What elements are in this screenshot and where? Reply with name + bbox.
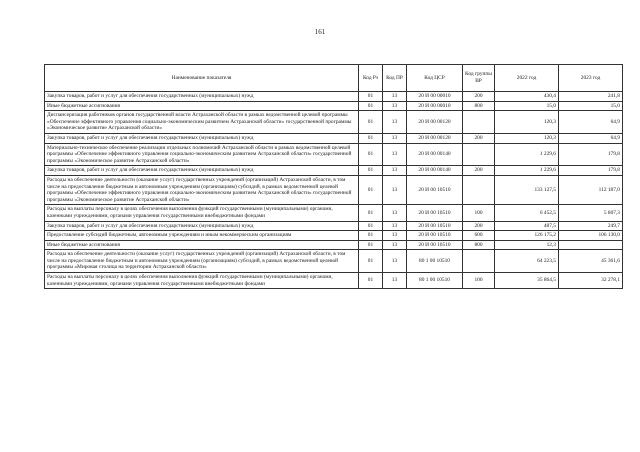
cell-csr: 20 И 00 10510: [407, 231, 463, 241]
cell-rz: 01: [359, 92, 383, 102]
cell-2022: 6 452,5: [495, 205, 559, 221]
cell-vr: 100: [463, 273, 495, 289]
table-row: [45, 221, 623, 231]
cell-rz: 01: [359, 166, 383, 176]
cell-rz: 01: [359, 273, 383, 289]
budget-table: [44, 64, 623, 289]
cell-csr: 20 И 00 00010: [407, 92, 463, 102]
table-row: [45, 205, 623, 221]
header-pr: Код ПР: [383, 65, 407, 92]
cell-2022: 15,0: [495, 101, 559, 111]
cell-vr: 800: [463, 101, 495, 111]
table-row: [45, 143, 623, 166]
cell-pr: 13: [383, 250, 407, 273]
cell-2023: 64,9: [559, 133, 623, 143]
cell-2023: 241,8: [559, 92, 623, 102]
cell-rz: 01: [359, 175, 383, 204]
cell-vr: 100: [463, 205, 495, 221]
table-row: [45, 273, 623, 289]
cell-vr: 200: [463, 221, 495, 231]
cell-2023: 112 187,0: [559, 175, 623, 204]
cell-rz: 01: [359, 221, 383, 231]
cell-name: Материально-техническое обеспечение реализации отдельных полномочий Астраханской области в рамках ведомственной целевой программы «Обеспечение эффективного управления социально-экономическим развитием Астраханской области» государственной программы «Экономическое развитие Астраханской области»: [45, 143, 359, 166]
cell-name: Закупка товаров, работ и услуг для обеспечения государственных (муниципальных) нужд: [45, 92, 359, 102]
cell-2022: 487,5: [495, 221, 559, 231]
cell-2022: 1 229,6: [495, 166, 559, 176]
header-2023: 2023 год: [559, 65, 623, 92]
cell-csr: 20 И 00 00140: [407, 143, 463, 166]
table-header-row: [45, 65, 623, 92]
cell-name: Диспансеризация работников органов государственной власти Астраханской области в рамках ведомственной целевой программы «Обеспечение эффективного управления социально-экономическим развитием Астраханской области» государственной программы «Экономическое развитие Астраханской области»: [45, 111, 359, 134]
cell-name: Закупка товаров, работ и услуг для обеспечения государственных (муниципальных) нужд: [45, 221, 359, 231]
table-row: [45, 240, 623, 250]
cell-rz: 01: [359, 143, 383, 166]
cell-vr: [463, 175, 495, 204]
cell-vr: [463, 250, 495, 273]
cell-name: Расходы на обеспечение деятельности (оказание услуг) государственных учреждений (организаций) Астраханской области, в том числе на предоставление бюджетным и автономным учреждениям (организациям) субсидий, в рамках ведомственной целевой программы «Мировая столица на территории Астраханской области»: [45, 250, 359, 273]
table-row: [45, 111, 623, 134]
cell-rz: 01: [359, 133, 383, 143]
cell-name: Расходы на выплаты персоналу в целях обеспечения выполнения функций государственными (муниципальными) органами, казенными учреждениями, органами управления государственными внебюджетными фондами: [45, 273, 359, 289]
cell-2023: 64,9: [559, 111, 623, 134]
cell-csr: 20 И 00 00120: [407, 111, 463, 134]
cell-rz: 01: [359, 111, 383, 134]
cell-pr: 13: [383, 92, 407, 102]
cell-vr: 800: [463, 240, 495, 250]
cell-2022: 133 127,5: [495, 175, 559, 204]
cell-pr: 13: [383, 166, 407, 176]
table-row: [45, 166, 623, 176]
cell-2023: 179,8: [559, 166, 623, 176]
cell-pr: 13: [383, 101, 407, 111]
cell-2022: 126 175,2: [495, 231, 559, 241]
header-vr: Код группы ВР: [463, 65, 495, 92]
table-row: [45, 231, 623, 241]
cell-vr: 200: [463, 166, 495, 176]
cell-csr: 80 1 00 10510: [407, 273, 463, 289]
cell-csr: 20 И 00 00140: [407, 166, 463, 176]
header-2022: 2022 год: [495, 65, 559, 92]
cell-2023: 179,8: [559, 143, 623, 166]
cell-csr: 20 И 00 10510: [407, 175, 463, 204]
cell-csr: 20 И 00 10510: [407, 221, 463, 231]
cell-rz: 01: [359, 240, 383, 250]
cell-2022: 64 223,5: [495, 250, 559, 273]
cell-vr: 200: [463, 92, 495, 102]
cell-2022: 1 229,6: [495, 143, 559, 166]
header-csr: Код ЦСР: [407, 65, 463, 92]
cell-pr: 13: [383, 143, 407, 166]
cell-name: Расходы на выплаты персоналу в целях обеспечения выполнения функций государственными (муниципальными) органами, казенными учреждениями, органами управления государственными внебюджетными фондами: [45, 205, 359, 221]
cell-2023: 32 278,1: [559, 273, 623, 289]
table-row: [45, 175, 623, 204]
cell-2023: 15,0: [559, 101, 623, 111]
cell-2023: 5 807,3: [559, 205, 623, 221]
cell-vr: [463, 111, 495, 134]
cell-pr: 13: [383, 240, 407, 250]
cell-vr: 200: [463, 133, 495, 143]
cell-2022: 120,3: [495, 133, 559, 143]
cell-2022: 12,3: [495, 240, 559, 250]
cell-2023: [559, 240, 623, 250]
cell-name: Предоставление субсидий бюджетным, автономным учреждениям и иным некоммерческим организациям: [45, 231, 359, 241]
cell-2023: 249,7: [559, 221, 623, 231]
cell-pr: 13: [383, 231, 407, 241]
header-rz: Код Рз: [359, 65, 383, 92]
cell-csr: 20 И 00 00120: [407, 133, 463, 143]
table-body: [45, 92, 623, 289]
cell-rz: 01: [359, 101, 383, 111]
cell-rz: 01: [359, 231, 383, 241]
cell-pr: 13: [383, 111, 407, 134]
cell-name: Иные бюджетные ассигнования: [45, 240, 359, 250]
cell-csr: 20 И 00 10510: [407, 240, 463, 250]
cell-pr: 13: [383, 273, 407, 289]
cell-name: Иные бюджетные ассигнования: [45, 101, 359, 111]
table-row: [45, 101, 623, 111]
table-row: [45, 92, 623, 102]
page-number: 161: [314, 28, 326, 36]
cell-name: Закупка товаров, работ и услуг для обеспечения государственных (муниципальных) нужд: [45, 166, 359, 176]
cell-2022: 120,3: [495, 111, 559, 134]
cell-csr: 20 И 00 00010: [407, 101, 463, 111]
cell-vr: [463, 143, 495, 166]
cell-csr: 80 1 00 10510: [407, 250, 463, 273]
cell-name: Расходы на обеспечение деятельности (оказание услуг) государственных учреждений (организаций) Астраханской области, в том числе на предоставление бюджетным и автономным учреждениям (организациям) субсидий, в рамках ведомственной целевой программы «Обеспечение эффективного управления социально-экономическим развитием Астраханской области» государственной программы «Экономическое развитие Астраханской области»: [45, 175, 359, 204]
cell-rz: 01: [359, 250, 383, 273]
table-row: [45, 250, 623, 273]
cell-2022: 430,4: [495, 92, 559, 102]
cell-rz: 01: [359, 205, 383, 221]
cell-pr: 13: [383, 205, 407, 221]
cell-pr: 13: [383, 221, 407, 231]
cell-csr: 20 И 00 10510: [407, 205, 463, 221]
cell-2022: 35 864,5: [495, 273, 559, 289]
cell-2023: 45 361,6: [559, 250, 623, 273]
table-row: [45, 133, 623, 143]
cell-pr: 13: [383, 175, 407, 204]
cell-name: Закупка товаров, работ и услуг для обеспечения государственных (муниципальных) нужд: [45, 133, 359, 143]
cell-pr: 13: [383, 133, 407, 143]
cell-2023: 106 130,0: [559, 231, 623, 241]
header-name: Наименование показателя: [45, 65, 359, 92]
cell-vr: 600: [463, 231, 495, 241]
